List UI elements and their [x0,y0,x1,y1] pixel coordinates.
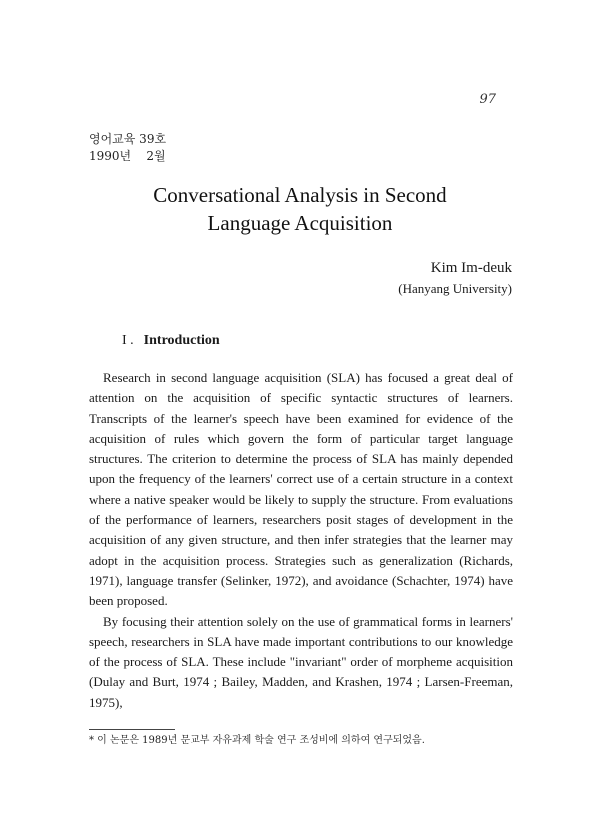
paper-title-line-1: Conversational Analysis in Second [153,183,447,207]
author-block [398,257,512,299]
paragraph-2: By focusing their attention solely on the use of grammatical forms in learners' speech, researchers in SLA have made important contributions to our knowledge of the process of SLA. These include "invariant" order of morpheme acquisition (Dulay and Burt, 1974 ; Bailey, Madden, and Krashen, 1974 ; Larsen-Freeman, 1975), [89,613,513,710]
body-text [89,368,513,713]
footnote: * 이 논문은 1989년 문교부 자유과제 학술 연구 조성비에 의하여 연구되었음. [89,735,425,746]
page-number: 97 [479,92,496,107]
journal-info [89,131,166,165]
author-name: Kim Im-deuk [430,260,512,276]
footnote-rule [89,729,175,730]
journal-issue: 영어교육 39호 [89,132,167,146]
paragraph-1: Research in second language acquisition (SLA) has focused a great deal of attention on the acquisition of specific syntactic structures of learners. Transcripts of the learner's speech have been examined for evidence of the acquisition of rules which govern the form of particular target language structures. The criterion to determine the process of SLA has mainly depended upon the frequency of the learners' correct use of a certain structure in a context where a native speaker would be likely to supply the structure. From evaluations of the performance of learners, researchers posit stages of development in the acquisition of any given structure, and then infer strategies that the learner may adopt in the acquisition process. Strategies such as generalization (Richards, 1971), language transfer (Selinker, 1972), and avoidance (Schachter, 1974) have been proposed. [89,370,513,609]
paper-title-line-2: Language Acquisition [207,211,393,235]
paper-title [0,181,600,237]
author-affiliation: (Hanyang University) [398,281,512,296]
section-heading [122,333,220,349]
section-title: Introduction [143,333,220,348]
section-number: I . [122,333,134,348]
journal-date: 1990년 2월 [89,149,166,163]
